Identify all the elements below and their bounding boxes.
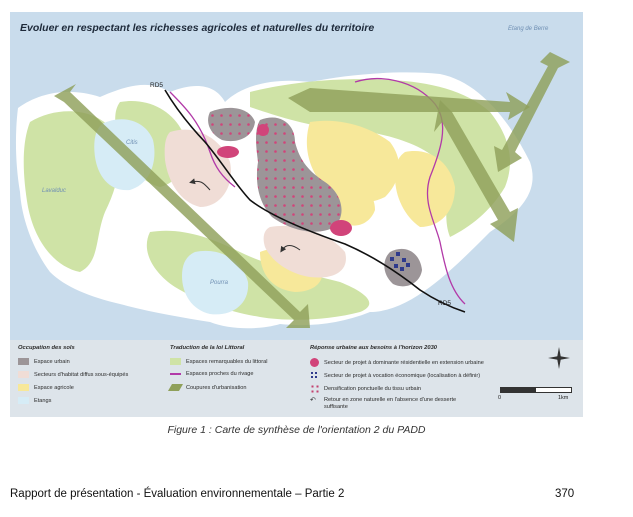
legend-item-economic <box>310 371 480 380</box>
legend-heading-littoral: Traduction de la loi Littoral <box>170 345 245 351</box>
densification-swatch <box>310 384 319 393</box>
legend-label: Secteur de projet à dominante résidentielle en extension urbaine <box>324 359 484 366</box>
economic-swatch <box>310 371 319 380</box>
legend-label: Espace urbain <box>34 358 70 365</box>
return-arrow-icon: ↶ <box>310 397 316 404</box>
legend-item-agricultural <box>18 384 74 391</box>
label-pourra: Pourra <box>210 280 229 286</box>
urban-swatch <box>18 358 29 365</box>
legend-item-return-natural <box>310 397 459 411</box>
legend-label: Secteur de projet à vocation économique (localisation à définir) <box>324 372 481 379</box>
residential-project <box>217 146 239 158</box>
residential-swatch <box>310 358 319 367</box>
map-title: Evoluer en respectant les richesses agricoles et naturelles du territoire <box>20 22 375 34</box>
legend-item-etangs <box>18 397 51 404</box>
legend-item-residential <box>310 358 484 367</box>
coupure-swatch <box>168 384 183 391</box>
residential-project <box>330 220 352 236</box>
shoreline-swatch <box>170 373 181 375</box>
road-label-rd5-north: RD5 <box>150 82 164 89</box>
legend-label: Retour en zone naturelle en l'absence d'une desserte suffisante <box>324 397 457 410</box>
residential-project <box>257 124 269 136</box>
legend-heading-reponse: Réponse urbaine aux besoins à l'horizon 2030 <box>310 345 438 351</box>
legend-label: Densification ponctuelle du tissu urbain <box>324 385 422 392</box>
map-legend <box>10 340 583 417</box>
legend-heading-occupation: Occupation des sols <box>18 345 75 351</box>
scale-bar <box>500 387 572 393</box>
legend-label: Espaces remarquables du littoral <box>186 358 268 365</box>
legend-label: Secteurs d'habitat diffus sous-équipés <box>34 371 129 378</box>
label-etang-de-berre: Etang de Berre <box>508 26 549 32</box>
label-lavalduc: Lavalduc <box>42 188 67 194</box>
map-frame <box>10 12 583 417</box>
legend-label: Coupures d'urbanisation <box>186 384 247 391</box>
legend-item-urban <box>18 358 70 365</box>
scale-start-label: 0 <box>498 395 502 401</box>
legend-item-habitat <box>18 371 128 378</box>
legend-label: Etangs <box>34 397 52 404</box>
scale-end-label: 1km <box>558 395 569 401</box>
legend-item-shoreline <box>170 371 253 377</box>
legend-item-densification <box>310 384 421 393</box>
agricultural-swatch <box>18 384 29 391</box>
etang-swatch <box>18 397 29 404</box>
road-label-rd5-south: RD5 <box>438 300 452 307</box>
footer-report-title: Rapport de présentation - Évaluation environnementale – Partie 2 <box>10 488 345 500</box>
figure-caption: Figure 1 : Carte de synthèse de l'orientation 2 du PADD <box>167 424 426 436</box>
north-arrow-icon <box>547 346 571 370</box>
legend-label: Espace agricole <box>34 384 74 391</box>
legend-item-remarkable <box>170 358 267 365</box>
legend-item-coupures <box>170 384 246 391</box>
remarkable-swatch <box>170 358 181 365</box>
label-citis: Citis <box>126 140 138 146</box>
footer-page-number: 370 <box>555 488 575 500</box>
habitat-swatch <box>18 371 29 378</box>
legend-label: Espaces proches du rivage <box>186 371 254 377</box>
